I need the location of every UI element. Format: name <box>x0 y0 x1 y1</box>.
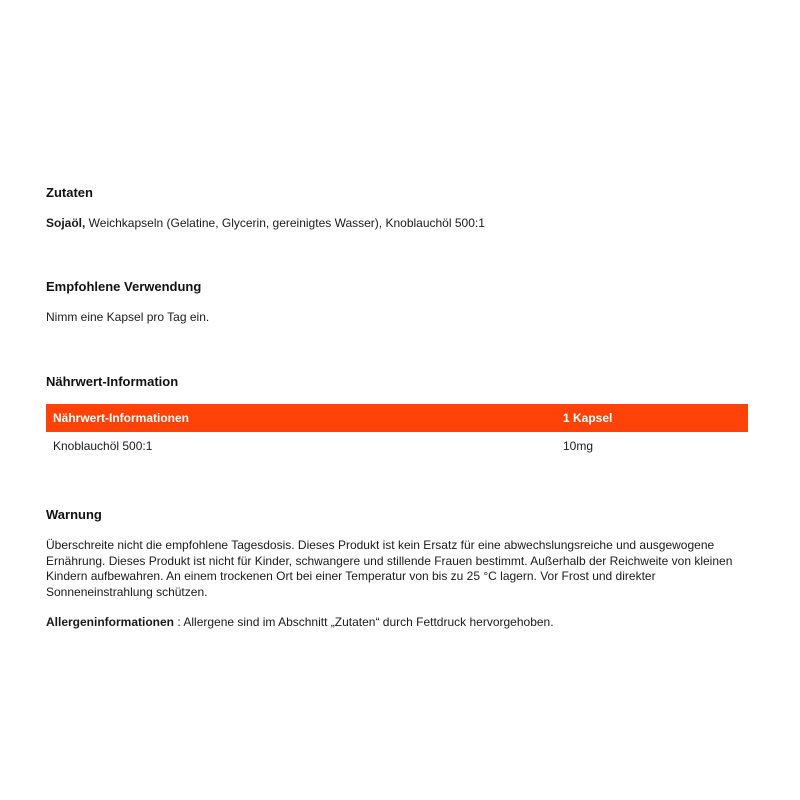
usage-section <box>46 279 748 326</box>
usage-title: Empfohlene Verwendung <box>46 279 202 294</box>
table-header-row <box>46 404 748 432</box>
allergen-ingredient: Sojaöl, <box>46 216 86 230</box>
nutrition-table <box>46 404 748 460</box>
cell-nutrient: Knoblauchöl 500:1 <box>53 439 153 453</box>
ingredients-title: Zutaten <box>46 185 93 200</box>
warning-section <box>46 507 748 631</box>
allergen-label: Allergeninformationen <box>46 615 175 629</box>
ingredients-section <box>46 185 748 232</box>
ingredients-text <box>46 216 748 232</box>
cell-amount: 10mg <box>563 439 594 453</box>
allergen-info <box>46 615 748 631</box>
ingredients-rest: Weichkapseln (Gelatine, Glycerin, gereinigtes Wasser), Knoblauchöl 500:1 <box>85 216 485 230</box>
nutrition-section <box>46 374 748 460</box>
usage-text: Nimm eine Kapsel pro Tag ein. <box>46 310 210 324</box>
header-nutrient: Nährwert-Informationen <box>46 404 556 432</box>
nutrition-title: Nährwert-Information <box>46 374 179 389</box>
allergen-text: : Allergene sind im Abschnitt „Zutaten“ durch Fettdruck hervorgehoben. <box>174 615 554 629</box>
warning-title: Warnung <box>46 507 102 522</box>
table-row <box>46 432 748 460</box>
warning-text: Überschreite nicht die empfohlene Tagesdosis. Dieses Produkt ist kein Ersatz für eine abwechslungsreiche und ausgewogene Ernährung. Dieses Produkt ist nicht für Kinder, schwangere und stillende Frauen bestimmt. Außerhalb der Reichweite von kleinen Kindern aufbewahren. An einem trockenen Ort bei einer Temperatur von bis zu 25 °C lagern. Vor Frost und direkter Sonneneinstrahlung schützen. <box>46 538 733 599</box>
header-per-capsule: 1 Kapsel <box>556 404 748 432</box>
